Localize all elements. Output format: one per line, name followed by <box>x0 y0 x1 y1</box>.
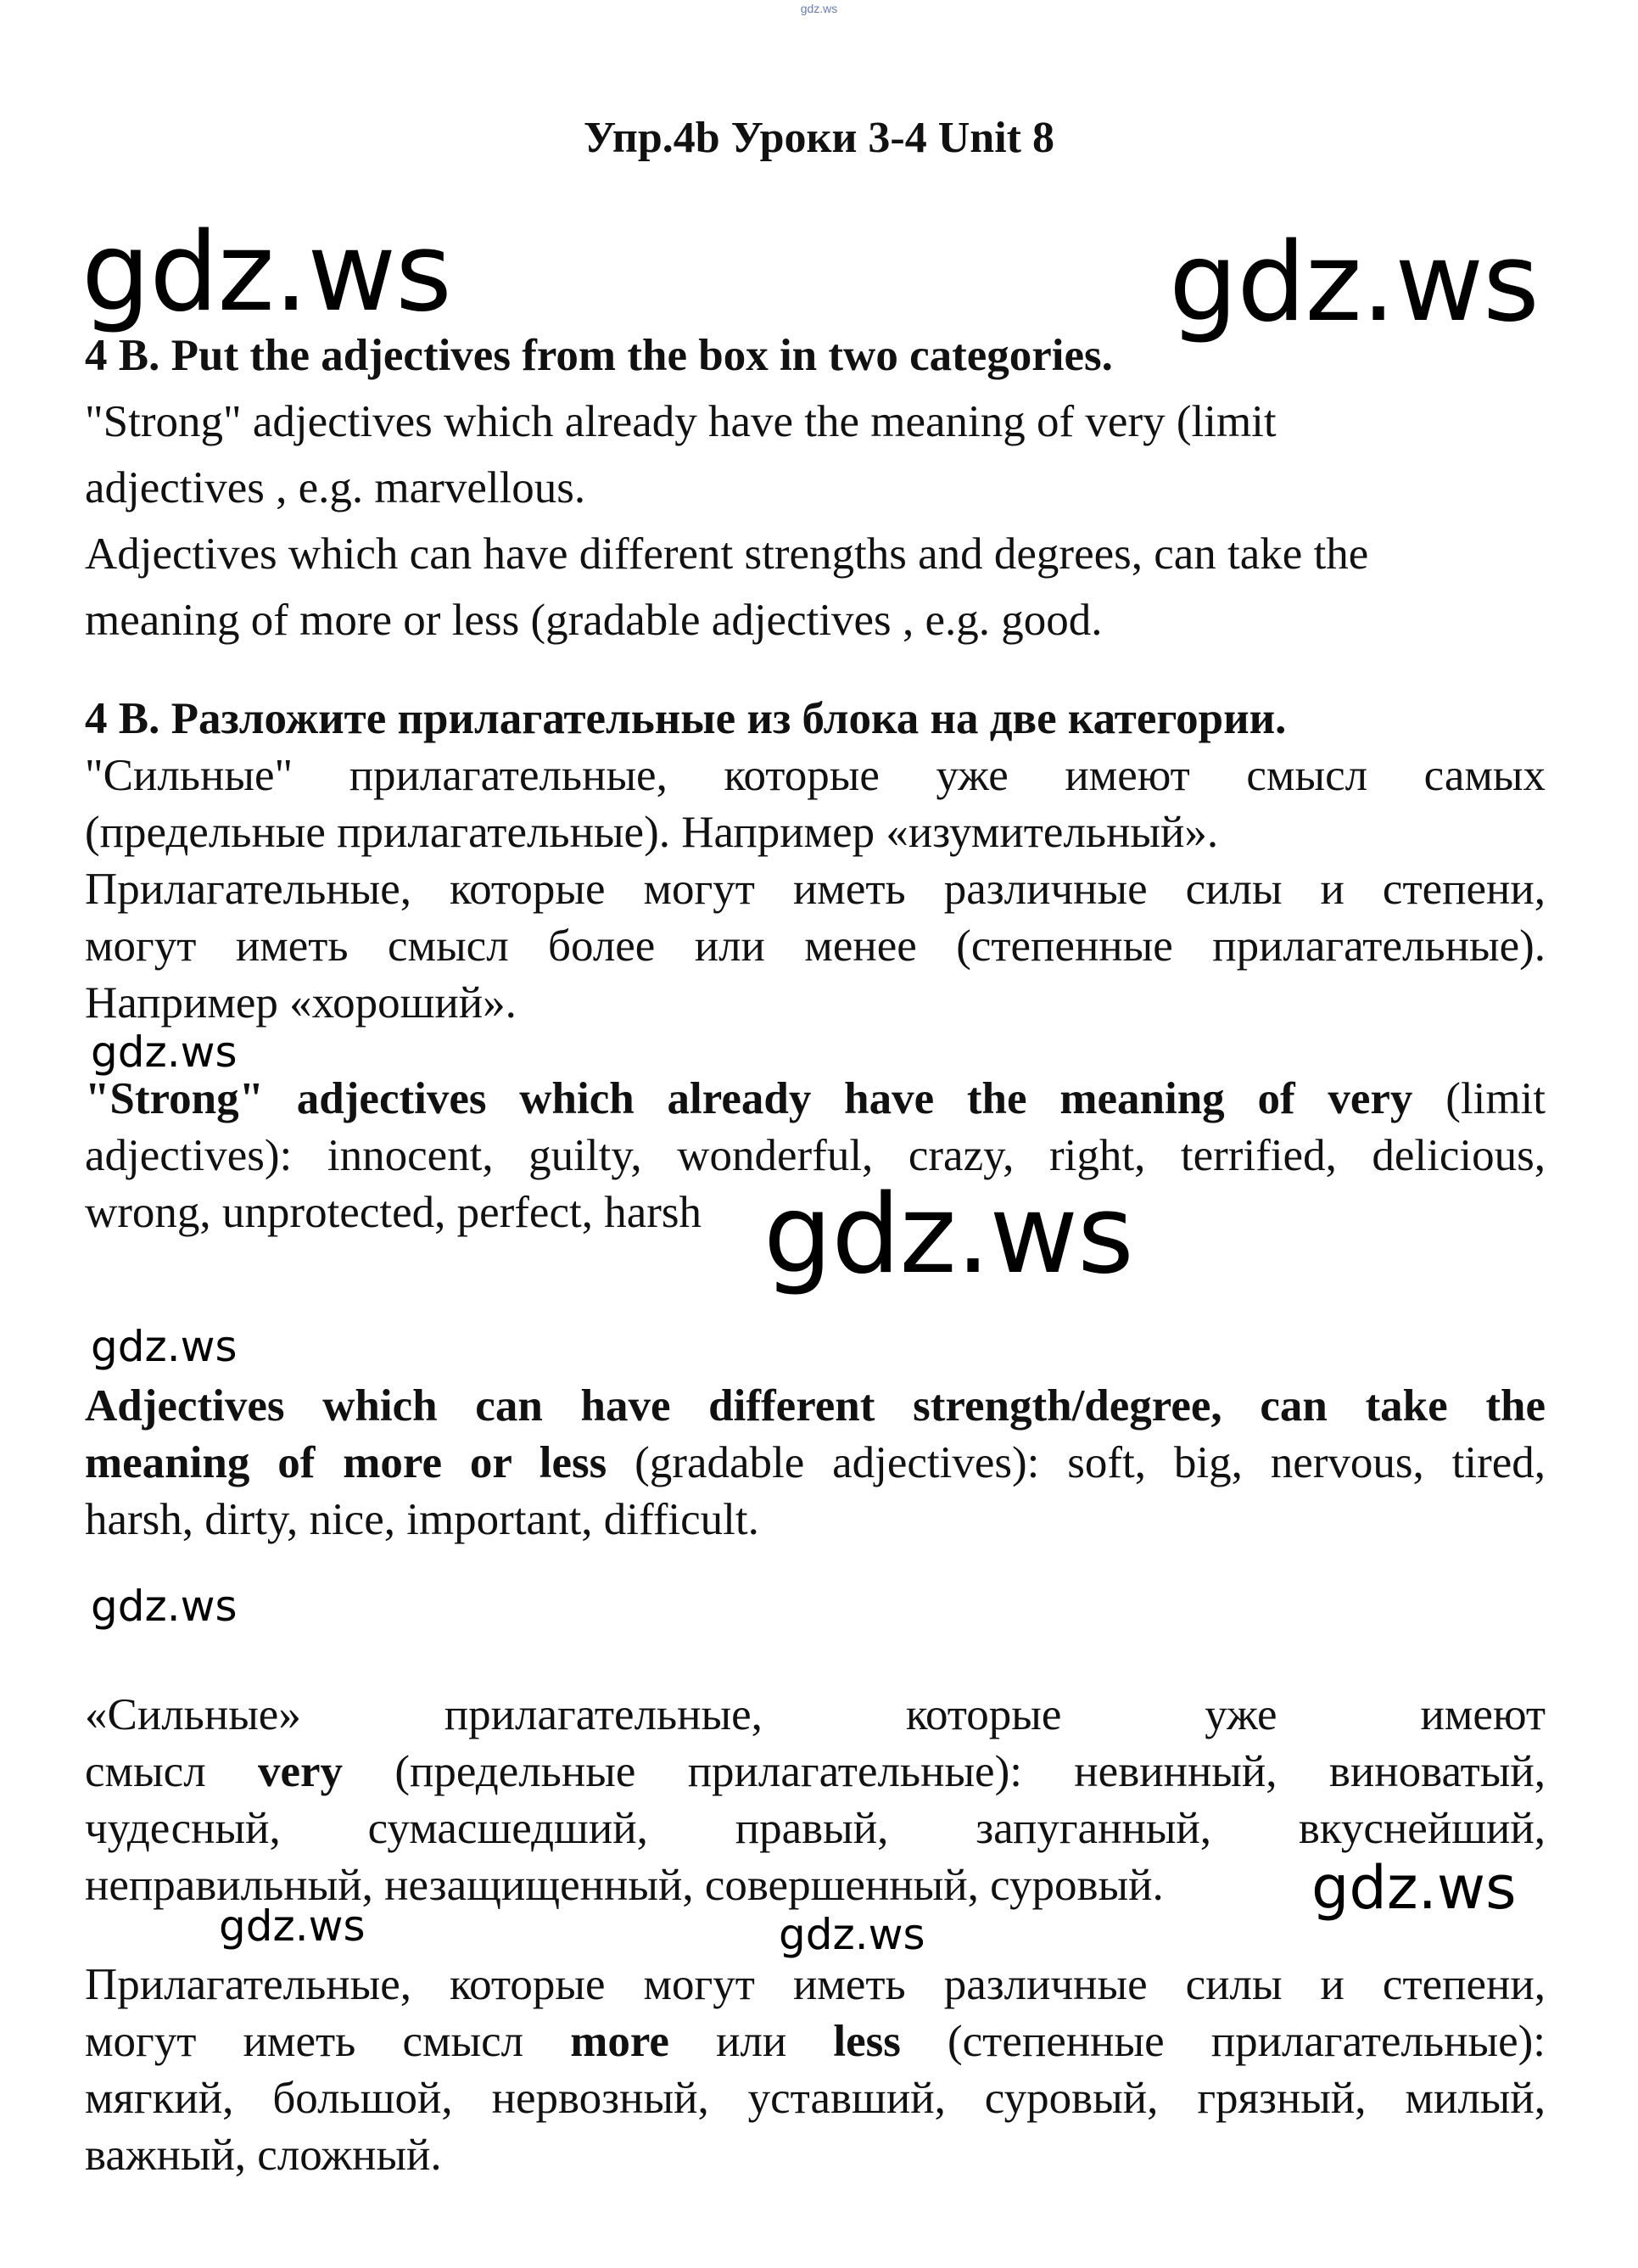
task-line: Например «хороший». <box>85 978 517 1028</box>
answer-text: или <box>668 2017 834 2066</box>
answer-line: wrong, unprotected, perfect, harsh <box>85 1188 702 1237</box>
watermark: gdz.ws <box>219 1901 366 1951</box>
answer-line: мягкий, большой, нервозный, уставший, суровый, грязный, милый, <box>85 2074 1546 2123</box>
task-english <box>85 322 1546 653</box>
task-line: Прилагательные, которые могут иметь различные силы и степени, <box>85 865 1546 914</box>
answer-line: «Сильные» прилагательные, которые уже имеют <box>85 1690 1546 1739</box>
watermark: gdz.ws <box>91 1028 238 1077</box>
answer-line <box>85 1435 1546 1492</box>
answer-text: (степенные прилагательные): <box>900 2017 1546 2066</box>
task-line: (предельные прилагательные). Например «изумительный». <box>85 808 1219 857</box>
answer-line: чудесный, сумасшедший, правый, запуганный, вкуснейший, <box>85 1804 1546 1853</box>
answer-text: (limit <box>1412 1074 1546 1123</box>
task-line: "Strong" adjectives which already have the meaning of very (limit <box>85 397 1277 446</box>
answer-text: могут иметь смысл <box>85 2017 571 2066</box>
answer-line: harsh, dirty, nice, important, difficult. <box>85 1495 759 1544</box>
watermark: gdz.ws <box>91 1322 238 1371</box>
answer-text: смысл <box>85 1747 258 1796</box>
task-heading-en: 4 B. Put the adjectives from the box in two categories. <box>85 331 1113 380</box>
page-title: Упр.4b Уроки 3-4 Unit 8 <box>584 114 1054 162</box>
answer-heading: meaning of more or less <box>85 1438 607 1487</box>
answer-line <box>85 1071 1546 1128</box>
answer-line <box>85 2013 1546 2070</box>
keyword-very: very <box>258 1747 344 1796</box>
watermark: gdz.ws <box>779 1910 925 1959</box>
watermark: gdz.ws <box>763 1172 1133 1298</box>
watermark: gdz.ws <box>1311 1853 1517 1923</box>
watermark: gdz.ws <box>1169 220 1539 346</box>
answer-line: Прилагательные, которые могут иметь различные силы и степени, <box>85 1960 1546 2009</box>
answer-text: (предельные прилагательные): невинный, виноватый, <box>343 1747 1546 1796</box>
watermark: gdz.ws <box>91 1582 238 1631</box>
task-line: meaning of more or less (gradable adjectives , e.g. good. <box>85 596 1103 645</box>
task-line: adjectives , e.g. marvellous. <box>85 463 586 512</box>
answer-text: (gradable adjectives): soft, big, nervous, tired, <box>607 1438 1546 1487</box>
answer-line: важный, сложный. <box>85 2131 442 2180</box>
task-line: "Сильные" прилагательные, которые уже имеют смысл самых <box>85 751 1546 800</box>
task-heading-ru: 4 В. Разложите прилагательные из блока на две категории. <box>85 694 1287 743</box>
watermark: gdz.ws <box>81 210 451 336</box>
answer-line: неправильный, незащищенный, совершенный, суровый. <box>85 1861 1164 1910</box>
keyword-less: less <box>833 2017 901 2066</box>
task-russian <box>85 691 1546 1032</box>
answer-line: adjectives): innocent, guilty, wonderful, crazy, right, terrified, delicious, <box>85 1131 1546 1180</box>
top-watermark: gdz.ws <box>800 2 838 15</box>
answer-gradable-en <box>85 1378 1546 1548</box>
answer-line <box>85 1744 1546 1800</box>
keyword-more: more <box>570 2017 669 2066</box>
answer-gradable-ru <box>85 1957 1546 2184</box>
answer-heading: "Strong" adjectives which already have the meaning of very <box>85 1074 1413 1123</box>
answer-line: Adjectives which can have different strength/degree, can take the <box>85 1381 1546 1431</box>
task-line: Adjectives which can have different strengths and degrees, can take the <box>85 529 1369 579</box>
task-line: могут иметь смысл более или менее (степенные прилагательные). <box>85 921 1546 971</box>
